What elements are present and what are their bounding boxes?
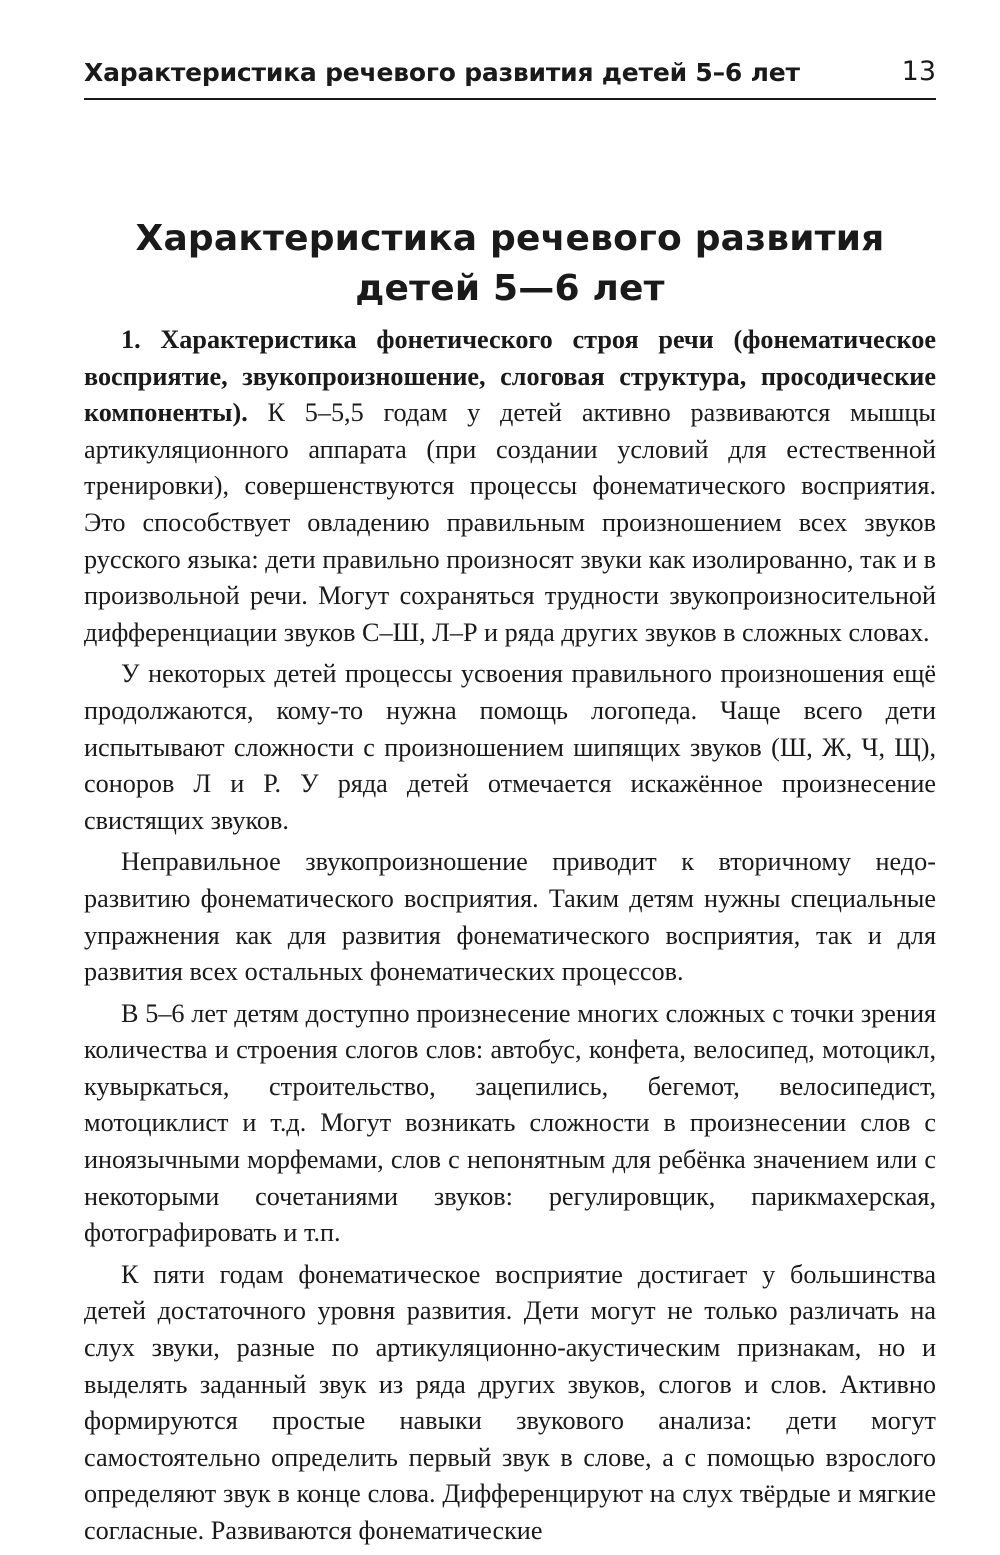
- chapter-title-line-2: детей 5—6 лет: [355, 268, 665, 309]
- body-text: [84, 322, 936, 1555]
- paragraph-3: Неправильное звукопроизношение приводит к вторичному недоразвитию фонематического восприятия. Таким детям нужны специальные упражнения как для развития фонематического восприятия, так и для развития всех остальных фонематических процессов.: [84, 847, 936, 987]
- paragraph-2: У некоторых детей процессы усвоения правильного произношения ещё продолжаются, кому-то нужна помощь логопеда. Чаще всего дети испытывают сложности с произношением шипящих звуков (Ш, Ж, Ч, Щ), соноров Л и Р. У ряда детей отмечается искажённое произнесение свистящих звуков.: [84, 659, 936, 835]
- chapter-title-line-1: Характеристика речевого развития: [135, 218, 885, 259]
- paragraph-5: К пяти годам фонематическое восприятие достигает у большинства детей достаточного уровня развития. Дети могут не только различать на слух звуки, разные по артикуляционно-акустическим признакам, но и выделять заданный звук из ряда других звуков, слогов и слов. Активно формируются простые навыки звукового анализа: дети могут самостоятельно определить первый звук в слове, а с помощью взрослого определяют звук в конце слова. Дифференцируют на слух твёрдые и мягкие согласные. Развиваются фонематические: [84, 1259, 936, 1545]
- chapter-title: [84, 214, 936, 314]
- running-header: [84, 52, 936, 100]
- paragraph-1: [84, 322, 936, 651]
- paragraph-lead: 1. Характеристика фонетического строя речи (фонематическое восприятие, звукопроизношение, слоговая структура, просодические компоненты).: [84, 325, 936, 428]
- running-title: Характеристика речевого развития детей 5–6 лет: [84, 58, 800, 87]
- paragraph-1-text: К 5–5,5 годам у детей активно развиваются мышцы артикуляционного аппарата (при создании условий для естественной тренировки), совершенствуются процессы фонематического восприятия. Это способствует овладению правильным произношением всех звуков русского языка: дети правильно произносят звуки как изолированно, так и в произвольной речи. Могут сохраняться трудности звукопроизносительной дифференциации звуков С–Ш, Л–Р и ряда других звуков в сложных словах.: [84, 398, 936, 647]
- page-number: 13: [901, 56, 936, 87]
- paragraph-4: В 5–6 лет детям доступно произнесение многих сложных с точки зрения количества и строения слогов слов: автобус, конфета, велосипед, мотоцикл, кувыркаться, строительство, зацепились, бегемот, велосипедист, мотоциклист и т.д. Могут возникать сложности в произнесении слов с иноязычными морфемами, слов с непонятным для ребёнка значением или с некоторыми сочетаниями звуков: регулировщик, парикмахерская, фотографировать и т.п.: [84, 998, 936, 1248]
